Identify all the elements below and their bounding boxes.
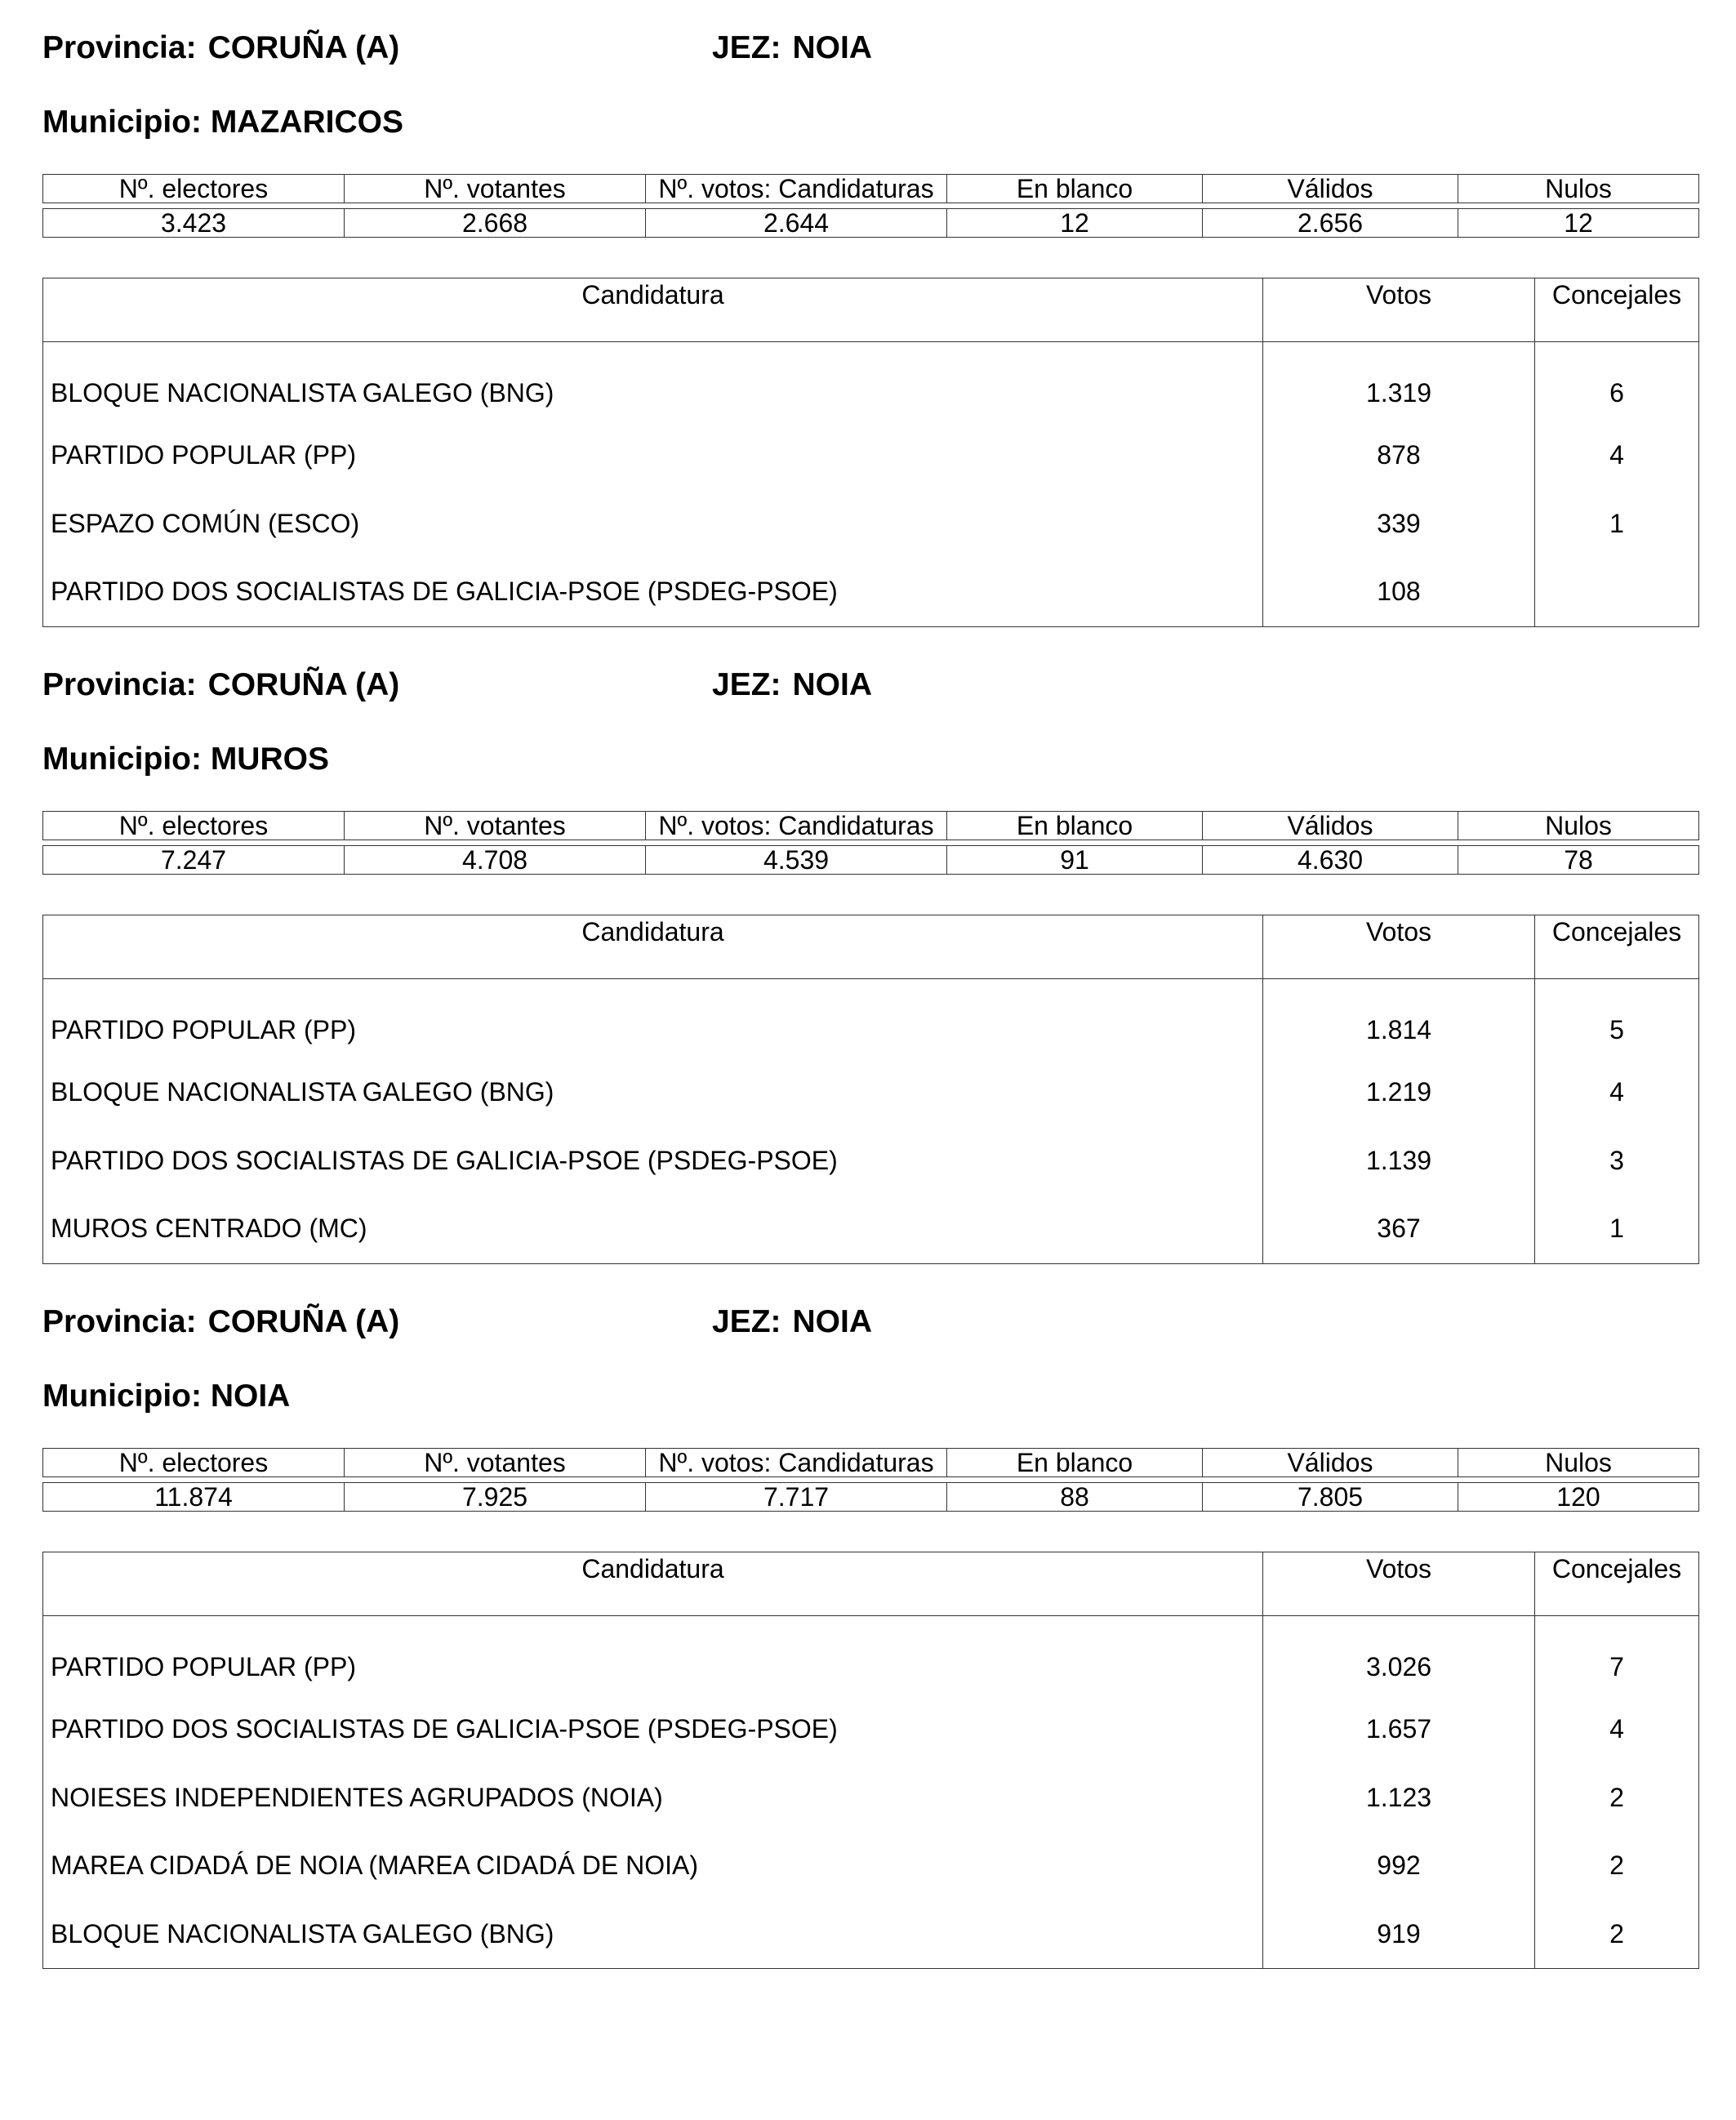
candidatura-name: PARTIDO DOS SOCIALISTAS DE GALICIA-PSOE (PSDEG-PSOE) [43,1127,1263,1196]
municipio-value: NOIA [210,1378,291,1414]
candidatura-votos: 919 [1263,1900,1535,1969]
candidatura-concejales [1535,558,1699,626]
stats-value-cell: 7.717 [646,1483,947,1512]
candidatura-votos: 1.219 [1263,1058,1535,1127]
provincia-line [42,666,399,704]
stats-header-cell: Nº. electores [43,1449,345,1477]
municipio-line [42,104,403,141]
candidaturas-table [42,278,1699,627]
candidatura-name: PARTIDO POPULAR (PP) [43,1616,1263,1696]
stats-header-table [42,811,1699,840]
stats-header-cell: Nulos [1458,175,1699,203]
candidatura-votos: 1.139 [1263,1127,1535,1196]
candidatura-concejales: 4 [1535,1058,1699,1127]
stats-header-cell: Nulos [1458,1449,1699,1477]
candidatura-votos: 1.814 [1263,979,1535,1059]
stats-value-cell: 7.247 [43,846,345,875]
stats-value-cell: 12 [947,209,1203,238]
candidatura-votos: 992 [1263,1832,1535,1900]
candidatura-votos: 1.657 [1263,1695,1535,1764]
jez-value: NOIA [792,1304,873,1339]
provincia-value: CORUÑA (A) [207,667,400,702]
stats-header-cell: Nº. votantes [345,1449,646,1477]
jez-value: NOIA [792,667,873,702]
candidatura-row [43,558,1699,626]
stats-values-table [42,845,1699,875]
candidatura-row [43,1195,1699,1263]
stats-header-cell: Nº. votos: Candidaturas [646,1449,947,1477]
candidatura-row [43,1832,1699,1900]
stats-values-table [42,208,1699,238]
municipio-label: Municipio: [42,742,202,777]
stats-header-cell: Nº. votantes [345,812,646,840]
municipio-line [42,741,329,778]
header-votos: Votos [1263,915,1535,979]
provincia-label: Provincia: [42,1304,197,1339]
stats-value-cell: 120 [1458,1483,1699,1512]
candidatura-name: PARTIDO POPULAR (PP) [43,421,1263,490]
candidatura-row [43,1127,1699,1196]
candidatura-row [43,421,1699,490]
stats-value-cell: 11.874 [43,1483,345,1512]
candidatura-votos: 878 [1263,421,1535,490]
stats-header-cell: Nº. votos: Candidaturas [646,812,947,840]
header-concejales: Concejales [1535,1552,1699,1616]
candidatura-votos: 367 [1263,1195,1535,1263]
provincia-label: Provincia: [42,667,197,702]
candidatura-votos: 1.319 [1263,342,1535,422]
header-candidatura: Candidatura [43,278,1263,342]
header-candidatura: Candidatura [43,1552,1263,1616]
candidatura-name: BLOQUE NACIONALISTA GALEGO (BNG) [43,342,1263,422]
candidatura-concejales: 4 [1535,1695,1699,1764]
header-votos: Votos [1263,278,1535,342]
candidaturas-table [42,1552,1699,1969]
candidatura-name: PARTIDO POPULAR (PP) [43,979,1263,1059]
candidatura-votos: 1.123 [1263,1764,1535,1833]
provincia-line [42,29,399,67]
candidatura-concejales: 3 [1535,1127,1699,1196]
candidatura-votos: 3.026 [1263,1616,1535,1696]
header-candidatura: Candidatura [43,915,1263,979]
stats-header-cell: En blanco [947,1449,1203,1477]
candidatura-concejales: 7 [1535,1616,1699,1696]
stats-value-cell: 2.656 [1203,209,1458,238]
stats-header-cell: Nº. electores [43,175,345,203]
candidatura-concejales: 2 [1535,1764,1699,1833]
stats-value-cell: 3.423 [43,209,345,238]
stats-header-cell: Válidos [1203,175,1458,203]
jez-line [712,29,872,67]
candidatura-name: MAREA CIDADÁ DE NOIA (MAREA CIDADÁ DE NOIA) [43,1832,1263,1900]
jez-label: JEZ: [712,1304,781,1339]
candidatura-name: MUROS CENTRADO (MC) [43,1195,1263,1263]
candidatura-concejales: 2 [1535,1832,1699,1900]
candidatura-row [43,342,1699,422]
stats-value-cell: 4.539 [646,846,947,875]
jez-value: NOIA [792,30,873,65]
stats-header-table [42,174,1699,203]
municipio-label: Municipio: [42,105,202,140]
provincia-value: CORUÑA (A) [207,1304,400,1339]
candidatura-concejales: 2 [1535,1900,1699,1969]
jez-line [712,1303,872,1341]
candidatura-name: NOIESES INDEPENDIENTES AGRUPADOS (NOIA) [43,1764,1263,1833]
candidatura-votos: 108 [1263,558,1535,626]
candidatura-concejales: 1 [1535,490,1699,559]
stats-header-cell: Nulos [1458,812,1699,840]
candidatura-name: PARTIDO DOS SOCIALISTAS DE GALICIA-PSOE (PSDEG-PSOE) [43,558,1263,626]
candidatura-row [43,979,1699,1059]
stats-header-cell: Nº. votos: Candidaturas [646,175,947,203]
stats-value-cell: 7.925 [345,1483,646,1512]
stats-value-cell: 78 [1458,846,1699,875]
municipio-line [42,1378,290,1415]
stats-value-cell: 7.805 [1203,1483,1458,1512]
stats-value-cell: 12 [1458,209,1699,238]
municipio-value: MUROS [210,742,329,777]
candidatura-name: ESPAZO COMÚN (ESCO) [43,490,1263,559]
municipio-label: Municipio: [42,1378,202,1414]
candidatura-votos: 339 [1263,490,1535,559]
stats-header-cell: Nº. electores [43,812,345,840]
stats-value-cell: 4.630 [1203,846,1458,875]
stats-value-cell: 2.644 [646,209,947,238]
provincia-value: CORUÑA (A) [207,30,400,65]
stats-header-cell: Nº. votantes [345,175,646,203]
stats-value-cell: 2.668 [345,209,646,238]
stats-value-cell: 4.708 [345,846,646,875]
jez-label: JEZ: [712,30,781,65]
stats-value-cell: 91 [947,846,1203,875]
candidatura-concejales: 1 [1535,1195,1699,1263]
stats-header-cell: Válidos [1203,1449,1458,1477]
stats-values-table [42,1482,1699,1512]
candidatura-row [43,1058,1699,1127]
candidatura-concejales: 5 [1535,979,1699,1059]
header-concejales: Concejales [1535,915,1699,979]
candidaturas-table [42,915,1699,1264]
stats-header-cell: Válidos [1203,812,1458,840]
jez-line [712,666,872,704]
stats-value-cell: 88 [947,1483,1203,1512]
header-votos: Votos [1263,1552,1535,1616]
candidatura-row [43,1764,1699,1833]
stats-header-cell: En blanco [947,175,1203,203]
provincia-label: Provincia: [42,30,197,65]
candidatura-concejales: 6 [1535,342,1699,422]
jez-label: JEZ: [712,667,781,702]
candidatura-row [43,1616,1699,1696]
candidatura-row [43,1695,1699,1764]
municipio-value: MAZARICOS [210,105,403,140]
provincia-line [42,1303,399,1341]
stats-header-table [42,1448,1699,1477]
candidatura-row [43,1900,1699,1969]
header-concejales: Concejales [1535,278,1699,342]
candidatura-name: BLOQUE NACIONALISTA GALEGO (BNG) [43,1058,1263,1127]
candidatura-concejales: 4 [1535,421,1699,490]
candidatura-name: BLOQUE NACIONALISTA GALEGO (BNG) [43,1900,1263,1969]
stats-header-cell: En blanco [947,812,1203,840]
candidatura-row [43,490,1699,559]
candidatura-name: PARTIDO DOS SOCIALISTAS DE GALICIA-PSOE (PSDEG-PSOE) [43,1695,1263,1764]
